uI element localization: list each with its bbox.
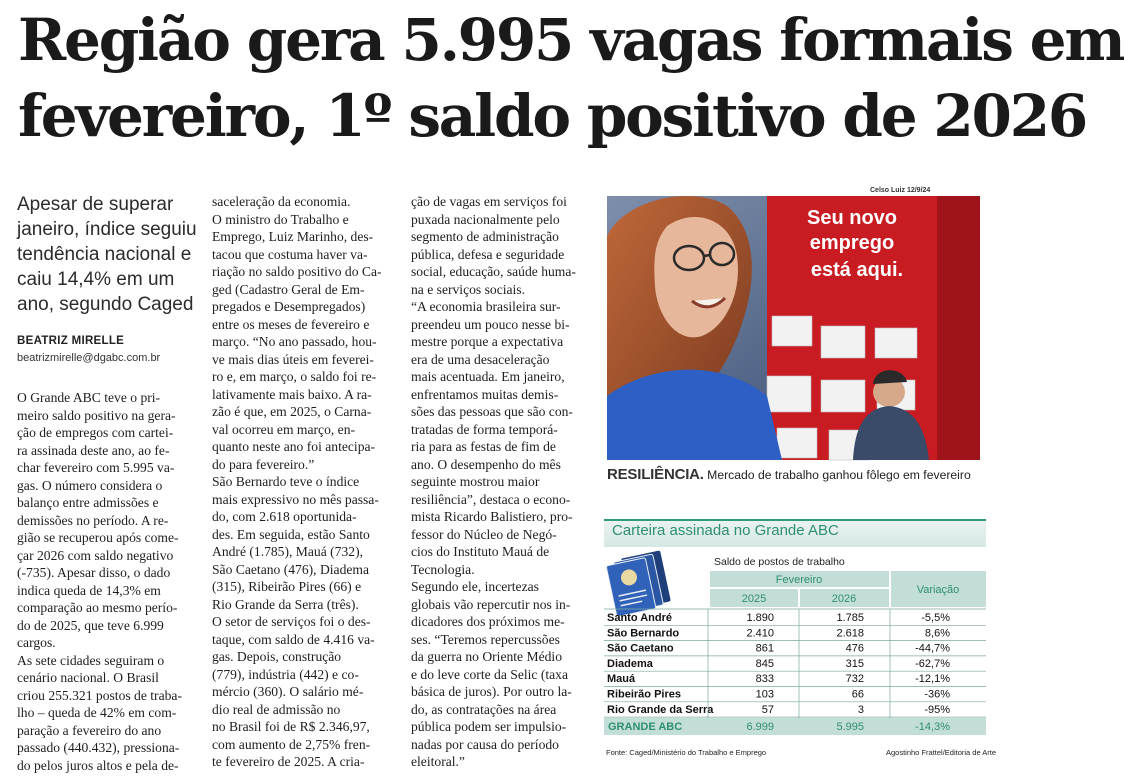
table-row-city: Rio Grande da Serra (607, 703, 714, 716)
body-line: puxada nacionalmente pelo (411, 211, 560, 227)
table-row-variation: -44,7% (915, 642, 950, 655)
body-line: lativamente mais baixo. A ra- (212, 386, 372, 402)
body-line: sões das pessoas que são con- (411, 404, 573, 419)
body-line: balanço entre admissões e (17, 495, 159, 510)
table-row-city: Diadema (607, 657, 653, 670)
caption-kicker: RESILIÊNCIA. (607, 466, 704, 483)
table-total-variation: -14,3% (915, 721, 950, 734)
body-line: ve mais dias úteis em feverei- (212, 351, 374, 367)
deck-line: caiu 14,4% em um (17, 269, 175, 290)
deck (17, 192, 199, 317)
body-line: passado (440.432), pressiona- (17, 740, 180, 755)
body-line: O setor de serviços foi o des- (212, 614, 371, 629)
sign-text: está aqui. (810, 259, 904, 281)
body-line: des. Em seguida, estão Santo (212, 526, 370, 542)
table-row-city: Ribeirão Pires (607, 688, 681, 701)
table-row-city: São Caetano (607, 642, 674, 655)
col-header-2025: 2025 (741, 593, 767, 605)
body-line: do pelos juros altos e pela de- (17, 757, 179, 773)
table-row-2026: 1.785 (836, 612, 864, 624)
body-line: demissões no período. A re- (17, 512, 169, 528)
sign-text: Seu novo (806, 207, 898, 229)
table-total-city: GRANDE ABC (608, 721, 683, 734)
body-line: zão é que, em 2025, o Carna- (212, 404, 372, 419)
infographic-title: Carteira assinada no Grande ABC (612, 522, 839, 539)
headline (18, 2, 1124, 154)
table-row-2025: 2.410 (746, 627, 774, 640)
body-line: eleitoral.” (411, 754, 465, 769)
table-row-2025: 833 (755, 673, 774, 686)
col-header-month: Fevereiro (775, 574, 823, 586)
body-line: pública, defesa e seguridade (411, 246, 565, 262)
table-total-2025: 6.999 (746, 721, 774, 734)
body-column-2 (212, 193, 394, 771)
table-row-variation: -95% (924, 703, 950, 716)
table-row-city: Santo André (607, 612, 672, 624)
body-line: pregados e Desempregados) (212, 299, 366, 314)
body-line: dio real de admissão no (212, 701, 341, 717)
table-row-variation: -5,5% (921, 612, 950, 624)
table-row-2025: 57 (761, 703, 774, 716)
body-line: gião se recuperou após come- (17, 530, 179, 545)
body-line: Tecnologia. (411, 561, 475, 577)
sign-text: emprego (809, 232, 895, 254)
body-line: tacou que costuma haver va- (212, 246, 368, 262)
headline-line-2: fevereiro, 1º saldo positivo de 2026 (18, 82, 1087, 150)
body-line: do de 2025, que teve 6.999 (17, 617, 164, 633)
col-header-2026: 2026 (831, 593, 857, 605)
body-line: taque, com saldo de 4.416 va- (212, 631, 375, 647)
body-line: do, com 2.618 oportunida- (212, 509, 357, 524)
body-line: char fevereiro com 5.995 va- (17, 460, 175, 475)
data-table (604, 570, 986, 744)
body-line: O ministro do Trabalho e (212, 211, 349, 227)
body-line: do para fevereiro.” (212, 456, 315, 472)
body-line: resiliência”, destaca o econo- (411, 491, 571, 507)
table-row-city: Mauá (607, 673, 636, 686)
table-row-2026: 476 (845, 642, 864, 655)
body-line: mista Ricardo Balistiero, pro- (411, 509, 573, 524)
body-line: gas. Depois, construção (212, 649, 342, 664)
body-line: ano. O desempenho do mês (411, 456, 561, 472)
body-line: março. “No ano passado, hou- (212, 334, 377, 349)
body-line: indica queda de 14,3% em (17, 582, 161, 598)
body-line: ção de empregos com cartei- (17, 425, 174, 440)
body-line: André (1.785), Mauá (732), (212, 544, 363, 559)
body-line: na e serviços sociais. (411, 281, 526, 297)
body-line: era de uma desaceleração (411, 351, 550, 367)
body-line: da guerra no Oriente Médio (411, 649, 562, 664)
body-line: meiro saldo positivo na gera- (17, 407, 176, 423)
table-row-variation: -36% (924, 688, 950, 701)
table-row-2025: 103 (755, 688, 774, 701)
body-line: ged (Cadastro Geral de Em- (212, 281, 365, 297)
col-header-variation: Variação (916, 584, 960, 596)
body-line: mais expressivo no mês passa- (212, 491, 379, 507)
body-line: cios do Instituto Mauá de (411, 544, 550, 559)
body-line: e do leve corte da Selic (taxa (411, 666, 569, 682)
body-line: lho – queda de 42% em com- (17, 705, 177, 720)
body-line: saceleração da economia. (212, 194, 351, 209)
body-line: ria para as festas de fim de (411, 439, 556, 454)
photo-illustration (607, 196, 980, 460)
table-row-2025: 1.890 (746, 612, 774, 624)
body-line: çar 2026 com saldo negativo (17, 547, 174, 563)
body-line: As sete cidades seguiram o (17, 652, 165, 668)
body-line: (-735). Apesar disso, o dado (17, 565, 171, 580)
body-line: São Caetano (476), Diadema (212, 561, 370, 577)
body-line: globais vão repercutir nos in- (411, 596, 571, 612)
body-line: no Brasil foi de R$ 2.346,97, (212, 719, 370, 734)
body-line: gas. O número considera o (17, 477, 163, 493)
body-line: cargos. (17, 635, 56, 650)
table-row-2026: 66 (851, 688, 864, 701)
table-row-variation: -12,1% (915, 673, 950, 686)
body-line: preendeu um pouco nesse bi- (411, 316, 570, 332)
body-line: (315), Ribeirão Pires (66) e (212, 579, 362, 594)
body-line: Rio Grande da Serra (três). (212, 596, 359, 612)
deck-line: Apesar de superar (17, 194, 174, 215)
photo-credit: Celso Luiz 12/9/24 (870, 187, 931, 194)
author-name: BEATRIZ MIRELLE (17, 335, 125, 347)
body-line: O Grande ABC teve o pri- (17, 390, 161, 405)
table-row-2026: 732 (845, 673, 864, 686)
body-line: seguinte mostrou maior (411, 474, 540, 489)
body-line: enfrentamos muitas demis- (411, 386, 559, 402)
body-line: mércio (360). O salário mé- (212, 684, 364, 699)
table-rows (604, 609, 986, 735)
body-line: dicadores dos próximos me- (411, 614, 565, 629)
body-line: social, educação, saúde huma- (411, 264, 576, 279)
body-line: cenário nacional. O Brasil (17, 670, 159, 685)
table-row-2025: 861 (755, 642, 774, 655)
table-row-2026: 2.618 (836, 627, 864, 640)
body-line: básica de juros). Por outro la- (411, 684, 572, 699)
body-line: mestre porque a expectativa (411, 334, 564, 349)
body-line: do, as contratações na área (411, 701, 557, 717)
table-row-2026: 3 (857, 703, 864, 716)
table-row-variation: 8,6% (924, 627, 950, 640)
body-line: mais acentuada. Em janeiro, (411, 369, 565, 384)
body-column-3 (411, 193, 594, 771)
body-line: paração a fevereiro do ano (17, 722, 162, 738)
news-photo (607, 196, 980, 460)
body-line: quanto neste ano foi antecipa- (212, 439, 376, 454)
body-line: comparação ao mesmo perío- (17, 600, 178, 615)
deck-line: janeiro, índice seguiu (17, 219, 197, 240)
body-line: ses. “Teremos repercussões (411, 631, 560, 647)
body-line: tratadas de forma temporá- (411, 421, 558, 437)
table-row-variation: -62,7% (915, 657, 950, 670)
body-line: com aumento de 2,75% fren- (212, 736, 371, 752)
body-line: “A economia brasileira sur- (411, 299, 561, 314)
deck-line: ano, segundo Caged (17, 294, 194, 315)
table-subtitle: Saldo de postos de trabalho (714, 556, 845, 568)
table-source: Fonte: Caged/Ministério do Trabalho e Emprego (606, 748, 767, 757)
body-line: pública podem ser impulsio- (411, 719, 567, 734)
body-line: ra assinada deste ano, ao fe- (17, 442, 170, 458)
deck-line: tendência nacional e (17, 244, 192, 265)
headline-line-1: Região gera 5.995 vagas formais em (18, 6, 1124, 74)
body-line: nadas por causa do período (411, 736, 559, 752)
body-line: riação no saldo positivo do Ca- (212, 264, 382, 279)
body-line: fessor do Núcleo de Negó- (411, 526, 557, 542)
body-line: criou 255.321 postos de traba- (17, 687, 182, 703)
body-line: entre os meses de fevereiro e (212, 316, 370, 332)
author-email[interactable]: beatrizmirelle@dgabc.com.br (17, 352, 161, 364)
body-line: Emprego, Luiz Marinho, des- (212, 229, 374, 244)
body-line: val ocorreu em março, en- (212, 421, 356, 437)
body-line: segmento de administração (411, 229, 559, 244)
art-credit: Agostinho Frattel/Editoria de Arte (886, 748, 997, 757)
body-column-1 (17, 389, 200, 774)
caption-text: Mercado de trabalho ganhou fôlego em fevereiro (707, 468, 971, 482)
photo-caption (607, 466, 985, 483)
table-row-city: São Bernardo (607, 627, 680, 640)
body-line: São Bernardo teve o índice (212, 474, 360, 489)
body-line: ro e, em março, o saldo foi re- (212, 369, 377, 384)
body-line: te fevereiro de 2025. A cria- (212, 754, 365, 769)
body-line: Segundo ele, incertezas (411, 579, 539, 594)
body-line: ção de vagas em serviços foi (411, 194, 567, 209)
table-total-2026: 5.995 (836, 721, 864, 734)
table-row-2026: 315 (845, 657, 864, 670)
body-line: (779), indústria (442) e co- (212, 666, 359, 682)
table-row-2025: 845 (755, 657, 774, 670)
